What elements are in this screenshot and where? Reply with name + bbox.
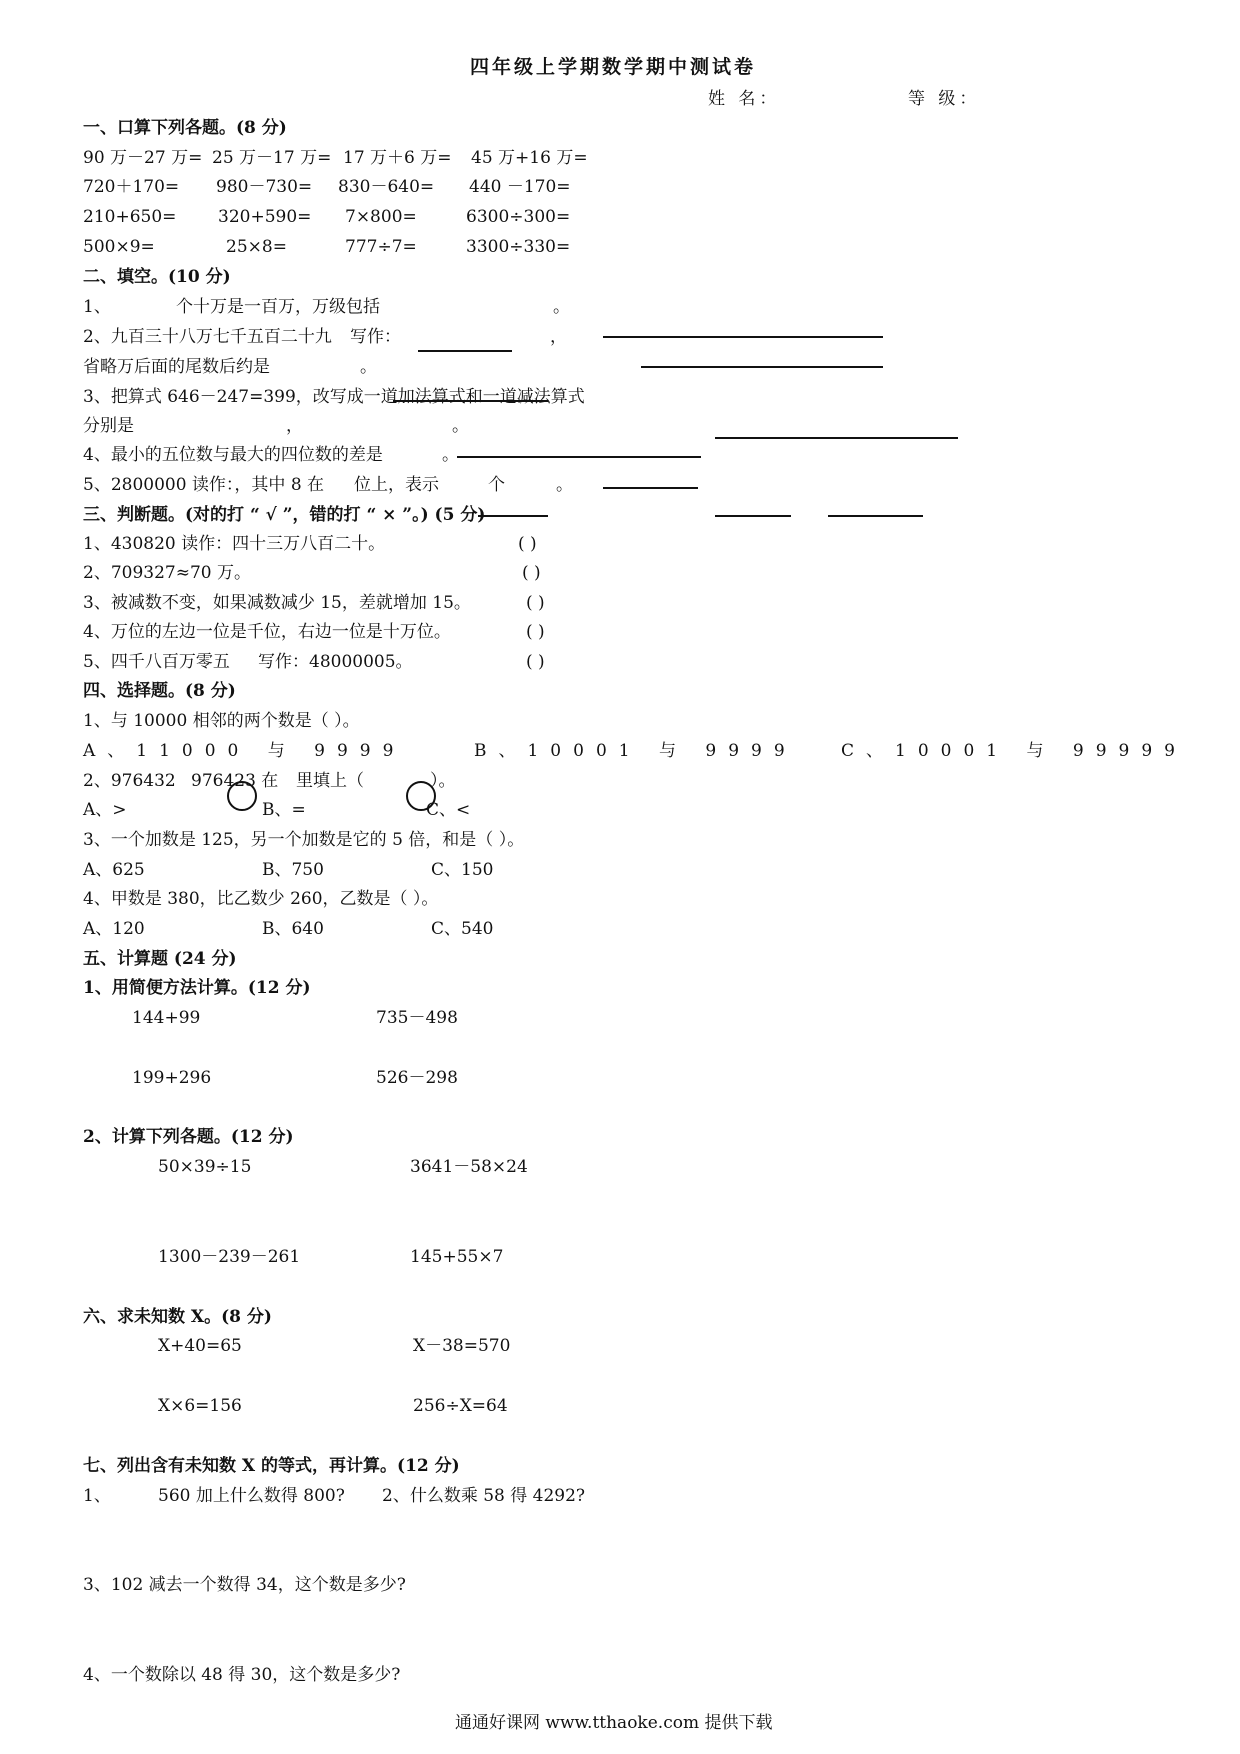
choice-q1-option-a[interactable]: A、11000 与 9999 [83, 741, 406, 761]
judge-item: 1、430820 读作：四十三万八百二十。 [83, 534, 386, 554]
fill-q2-end: 。 [360, 357, 377, 377]
compare-circle-icon[interactable] [227, 781, 257, 811]
choice-q3-option-c[interactable]: C、150 [431, 860, 494, 880]
calc-expr: 526－298 [376, 1068, 458, 1088]
calc-expr: 50×39÷15 [158, 1157, 252, 1177]
choice-q2-option-a[interactable]: A、> [83, 800, 127, 820]
choice-q2-option-b[interactable]: B、= [262, 800, 306, 820]
choice-q3-option-b[interactable]: B、750 [262, 860, 324, 880]
answer-line [603, 487, 698, 489]
choice-q4: 4、甲数是 380，比乙数少 260，乙数是（ ）。 [83, 889, 439, 909]
fill-q3-label: 分别是 [83, 416, 134, 436]
calc-expr: 735－498 [376, 1008, 458, 1028]
fill-q2-write: 写作： [350, 327, 401, 347]
section-5-sub2: 2、计算下列各题。(12 分) [83, 1127, 294, 1147]
fill-q3-text: 3、把算式 646－247=399，改写成一道加法算式和一道减法算式 [83, 387, 585, 407]
fill-q5-unit: 个 [488, 475, 505, 495]
equation: X－38=570 [413, 1336, 511, 1356]
choice-q2-b: 976423 在 [191, 771, 279, 791]
judge-item: 3、被减数不变，如果减数减少 15，差就增加 15。 [83, 593, 471, 613]
choice-q1: 1、与 10000 相邻的两个数是（ ）。 [83, 711, 360, 731]
judge-paren[interactable]: ( ) [526, 652, 545, 672]
fill-q2-text: 2、九百三十八万七千五百二十九 [83, 327, 332, 347]
fill-q5-end: 。 [556, 475, 573, 495]
answer-line [478, 515, 548, 517]
fill-q4-end: 。 [442, 445, 459, 465]
choice-q3-option-a[interactable]: A、625 [83, 860, 145, 880]
choice-q4-option-a[interactable]: A、120 [83, 919, 145, 939]
oral-item: 210+650= [83, 207, 177, 227]
answer-line [457, 456, 701, 458]
fill-q3-end: 。 [452, 416, 469, 436]
oral-item: 830－640= [338, 177, 435, 197]
choice-q2-c: 里填上（ [296, 771, 364, 791]
oral-item: 90 万－27 万= [83, 148, 203, 168]
fill-q3-comma: ， [286, 416, 303, 436]
fill-q2-approx: 省略万后面的尾数后约是 [83, 357, 270, 377]
oral-item: 320+590= [218, 207, 312, 227]
choice-q2-a: 2、976432 [83, 771, 176, 791]
section-5-sub1: 1、用简便方法计算。(12 分) [83, 978, 311, 998]
calc-expr: 3641－58×24 [410, 1157, 528, 1177]
judge-paren[interactable]: ( ) [518, 534, 537, 554]
choice-q3: 3、一个加数是 125，另一个加数是它的 5 倍，和是（ ）。 [83, 830, 525, 850]
choice-q4-option-b[interactable]: B、640 [262, 919, 324, 939]
judge-item: 5、四千八百万零五 [83, 652, 230, 672]
oral-item: 25 万－17 万= [212, 148, 332, 168]
judge-paren[interactable]: ( ) [526, 622, 545, 642]
section-3-title: 三、判断题。(对的打 “ √ ”，错的打 “ × ”。) (5 分) [83, 505, 486, 525]
oral-item: 6300÷300= [466, 207, 571, 227]
calc-expr: 145+55×7 [410, 1247, 504, 1267]
choice-q1-option-b[interactable]: B、10001 与 9999 [474, 741, 797, 761]
equation: 256÷X=64 [413, 1396, 508, 1416]
fill-q4-text: 4、最小的五位数与最大的四位数的差是 [83, 445, 383, 465]
fill-q2-comma: ， [550, 327, 567, 347]
word-q2: 2、什么数乘 58 得 4292? [382, 1486, 586, 1506]
fill-q1-num: 1、 [83, 297, 111, 317]
section-4-title: 四、选择题。(8 分) [83, 681, 236, 701]
judge-item-answer: 写作：48000005。 [258, 652, 413, 672]
word-q1: 560 加上什么数得 800? [158, 1486, 345, 1506]
oral-item: 7×800= [345, 207, 417, 227]
judge-paren[interactable]: ( ) [522, 563, 541, 583]
oral-item: 25×8= [226, 237, 287, 257]
section-1-title: 一、口算下列各题。(8 分) [83, 118, 287, 138]
footer-credit: 通通好课网 www.tthaoke.com 提供下载 [455, 1713, 773, 1733]
answer-line [418, 350, 512, 352]
answer-line [641, 366, 883, 368]
section-5-title: 五、计算题 (24 分) [83, 949, 237, 969]
word-q4: 4、一个数除以 48 得 30，这个数是多少? [83, 1665, 401, 1685]
word-q1-num: 1、 [83, 1486, 111, 1506]
choice-q2-option-c[interactable]: C、< [426, 800, 471, 820]
judge-paren[interactable]: ( ) [526, 593, 545, 613]
judge-item: 4、万位的左边一位是千位，右边一位是十万位。 [83, 622, 451, 642]
name-label: 姓 名： [708, 89, 781, 109]
fill-q5-text: 5、2800000 读作：，其中 8 在 [83, 475, 325, 495]
word-q3: 3、102 减去一个数得 34，这个数是多少? [83, 1575, 406, 1595]
oral-item: 17 万＋6 万= [343, 148, 452, 168]
choice-q1-option-c[interactable]: C、10001 与 99999 [841, 741, 1187, 761]
section-7-title: 七、列出含有未知数 X 的等式，再计算。(12 分) [83, 1456, 460, 1476]
page-title: 四年级上学期数学期中测试卷 [470, 56, 757, 78]
fill-q1-end: 。 [553, 297, 570, 317]
grade-label: 等 级： [908, 89, 981, 109]
calc-expr: 199+296 [132, 1068, 212, 1088]
section-6-title: 六、求未知数 X。(8 分) [83, 1307, 272, 1327]
calc-expr: 1300－239－261 [158, 1247, 301, 1267]
answer-line [715, 515, 791, 517]
oral-item: 440 －170= [469, 177, 571, 197]
fill-q5-pos: 位上，表示 [354, 475, 439, 495]
oral-item: 45 万+16 万= [471, 148, 588, 168]
oral-item: 3300÷330= [466, 237, 571, 257]
equation: X+40=65 [158, 1336, 242, 1356]
calc-expr: 144+99 [132, 1008, 201, 1028]
choice-q2-d: ）。 [430, 771, 456, 791]
answer-line [715, 437, 958, 439]
choice-q4-option-c[interactable]: C、540 [431, 919, 494, 939]
oral-item: 777÷7= [345, 237, 417, 257]
strike-line [393, 400, 548, 402]
answer-line [603, 336, 883, 338]
oral-item: 980－730= [216, 177, 313, 197]
judge-item: 2、709327≈70 万。 [83, 563, 251, 583]
oral-item: 500×9= [83, 237, 155, 257]
oral-item: 720＋170= [83, 177, 180, 197]
section-2-title: 二、填空。(10 分) [83, 267, 231, 287]
fill-q1-text: 个十万是一百万，万级包括 [176, 297, 380, 317]
equation: X×6=156 [158, 1396, 242, 1416]
answer-line [828, 515, 923, 517]
